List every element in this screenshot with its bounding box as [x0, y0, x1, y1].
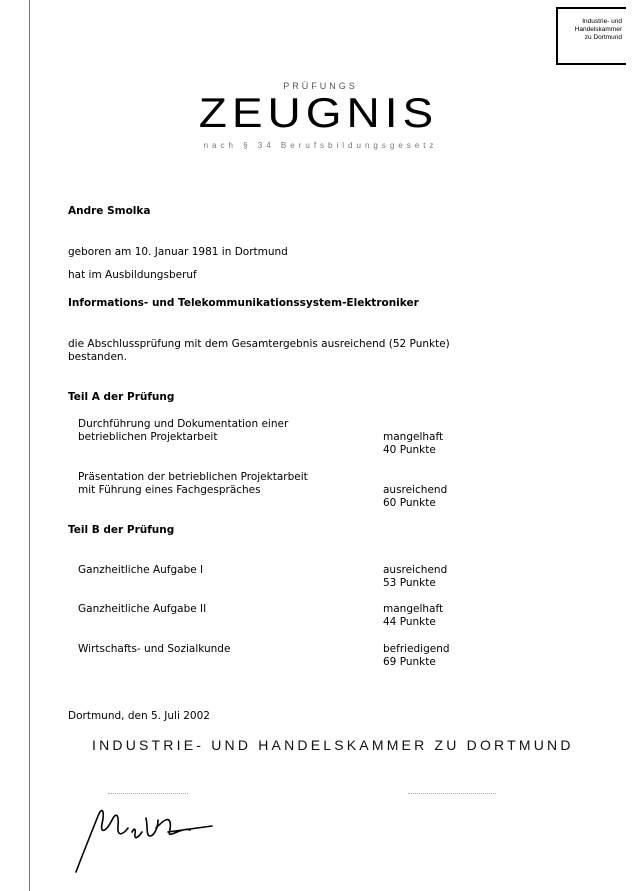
exam-item-label: betrieblichen Projektarbeit [78, 431, 218, 443]
document-title: ZEUGNIS [198, 89, 439, 137]
result-line: die Abschlussprüfung mit dem Gesamtergebnis ausreichend (52 Punkte) [68, 338, 450, 350]
profession-intro: hat im Ausbildungsberuf [68, 269, 197, 281]
exam-item-label: Ganzheitliche Aufgabe I [78, 564, 204, 576]
part-a-heading: Teil A der Prüfung [68, 391, 175, 403]
result-line: bestanden. [68, 351, 127, 363]
exam-item-label: Durchführung und Dokumentation einer [78, 418, 289, 430]
candidate-name: Andre Smolka [68, 205, 151, 217]
exam-item-points: 44 Punkte [383, 616, 436, 628]
over-title: PRÜFUNGS [283, 81, 358, 91]
signature-dotted-line [408, 793, 496, 794]
part-b-heading: Teil B der Prüfung [68, 524, 175, 536]
birth-line: geboren am 10. Januar 1981 in Dortmund [68, 246, 288, 258]
margin-line [29, 0, 30, 891]
exam-item-grade: mangelhaft [383, 431, 444, 443]
stamp-line: zu Dortmund [584, 34, 622, 41]
chamber-stamp [556, 7, 626, 65]
exam-item-label: Präsentation der betrieblichen Projektarbeit [78, 471, 308, 483]
exam-item-points: 60 Punkte [383, 497, 436, 509]
stamp-line: Industrie- und [582, 18, 622, 25]
exam-item-points: 69 Punkte [383, 656, 436, 668]
exam-item-grade: mangelhaft [383, 603, 444, 615]
stamp-line: Handelskammer [574, 26, 622, 33]
exam-item-label: mit Führung eines Fachgespräches [78, 484, 261, 496]
exam-item-label: Ganzheitliche Aufgabe II [78, 603, 207, 615]
exam-item-grade: ausreichend [383, 564, 448, 576]
exam-item-points: 40 Punkte [383, 444, 436, 456]
exam-item-grade: ausreichend [383, 484, 448, 496]
exam-item-grade: befriedigend [383, 643, 450, 655]
under-title: nach § 34 Berufsbildungsgesetz [203, 141, 438, 150]
exam-item-points: 53 Punkte [383, 577, 436, 589]
place-date: Dortmund, den 5. Juli 2002 [68, 710, 210, 722]
chamber-name: INDUSTRIE- UND HANDELSKAMMER ZU DORTMUND [92, 737, 574, 753]
profession: Informations- und Telekommunikationssystem-Elektroniker [68, 297, 419, 309]
exam-item-label: Wirtschafts- und Sozialkunde [78, 643, 231, 655]
signature-dotted-line [108, 793, 188, 794]
handwritten-signature [72, 806, 222, 874]
